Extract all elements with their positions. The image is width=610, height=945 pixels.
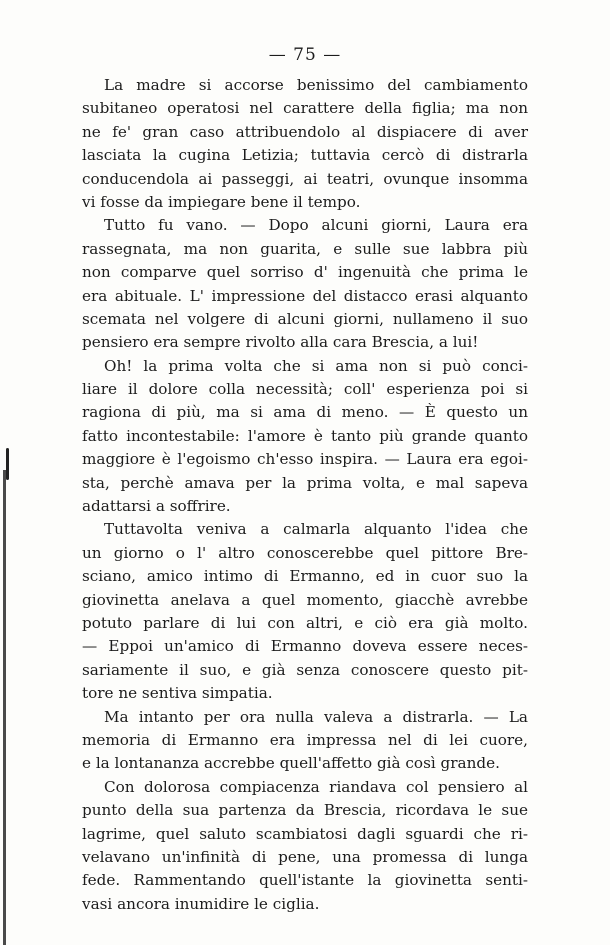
text-line: Tuttavolta veniva a calmarla alquanto l'idea che: [104, 520, 528, 539]
text-line: era abituale. L' impressione del distacco erasi alquanto: [82, 286, 528, 305]
text-line: sciano, amico intimo di Ermanno, ed in cuor suo la: [82, 567, 528, 586]
body-text: [82, 74, 528, 916]
text-line: giovinetta anelava a quel momento, giacchè avrebbe: [82, 590, 528, 609]
text-line: scemata nel volgere di alcuni giorni, nullameno il suo: [82, 309, 528, 328]
text-line: Tutto fu vano. — Dopo alcuni giorni, Laura era: [104, 216, 528, 235]
text-line: tore ne sentiva simpatia.: [82, 684, 273, 703]
page-number: — 75 —: [268, 45, 342, 65]
text-line: vi fosse da impiegare bene il tempo.: [82, 192, 361, 211]
paragraph-1: [82, 74, 528, 214]
text-line: conducendola ai passeggi, ai teatri, ovunque insomma: [82, 169, 528, 188]
paragraph-6: [82, 776, 528, 916]
text-line: lagrime, quel saluto scambiatosi dagli sguardi che ri-: [82, 824, 528, 843]
paragraph-3: [82, 355, 528, 519]
text-line: sta, perchè amava per la prima volta, e mal sapeva: [82, 473, 528, 492]
text-line: pensiero era sempre rivolto alla cara Brescia, a lui!: [82, 333, 479, 352]
text-line: La madre si accorse benissimo del cambiamento: [104, 76, 528, 94]
text-line: vasi ancora inumidire le ciglia.: [82, 894, 320, 913]
text-line: Con dolorosa compiacenza riandava col pensiero al: [104, 777, 528, 796]
text-line: subitaneo operatosi nel carattere della figlia; ma non: [82, 99, 528, 118]
text-line: ne fe' gran caso attribuendolo al dispiacere di aver: [82, 122, 528, 141]
text-line: e la lontananza accrebbe quell'affetto già così grande.: [82, 754, 500, 773]
text-line: liare il dolore colla necessità; coll' esperienza poi si: [82, 380, 528, 399]
text-line: un giorno o l' altro conoscerebbe quel pittore Bre-: [82, 543, 528, 562]
page-margin-mark: [6, 448, 9, 480]
text-line: maggiore è l'egoismo ch'esso inspira. — Laura era egoi-: [82, 450, 528, 469]
text-line: fede. Rammentando quell'istante la giovinetta senti-: [82, 871, 528, 890]
page-binding-edge: [3, 470, 6, 945]
paragraph-5: [82, 706, 528, 776]
paragraph-2: [82, 214, 528, 354]
paragraph-4: [82, 518, 528, 705]
text-line: velavano un'infinità di pene, una promessa di lunga: [82, 847, 528, 866]
text-line: — Eppoi un'amico di Ermanno doveva essere neces-: [82, 637, 528, 656]
text-line: Oh! la prima volta che si ama non si può conci-: [104, 356, 528, 375]
text-line: ragiona di più, ma si ama di meno. — È questo un: [82, 403, 528, 422]
text-line: fatto incontestabile: l'amore è tanto più grande quanto: [82, 426, 528, 445]
text-line: lasciata la cugina Letizia; tuttavia cercò di distrarla: [82, 146, 528, 165]
text-line: punto della sua partenza da Brescia, ricordava le sue: [82, 801, 528, 820]
text-line: sariamente il suo, e già senza conoscere questo pit-: [82, 660, 528, 679]
text-line: memoria di Ermanno era impressa nel di lei cuore,: [82, 730, 528, 749]
text-line: Ma intanto per ora nulla valeva a distrarla. — La: [104, 707, 528, 726]
text-line: potuto parlare di lui con altri, e ciò era già molto.: [82, 613, 528, 632]
text-line: adattarsi a soffrire.: [82, 497, 231, 516]
text-line: non comparve quel sorriso d' ingenuità che prima le: [82, 263, 528, 282]
text-line: rassegnata, ma non guarita, e sulle sue labbra più: [82, 239, 528, 258]
